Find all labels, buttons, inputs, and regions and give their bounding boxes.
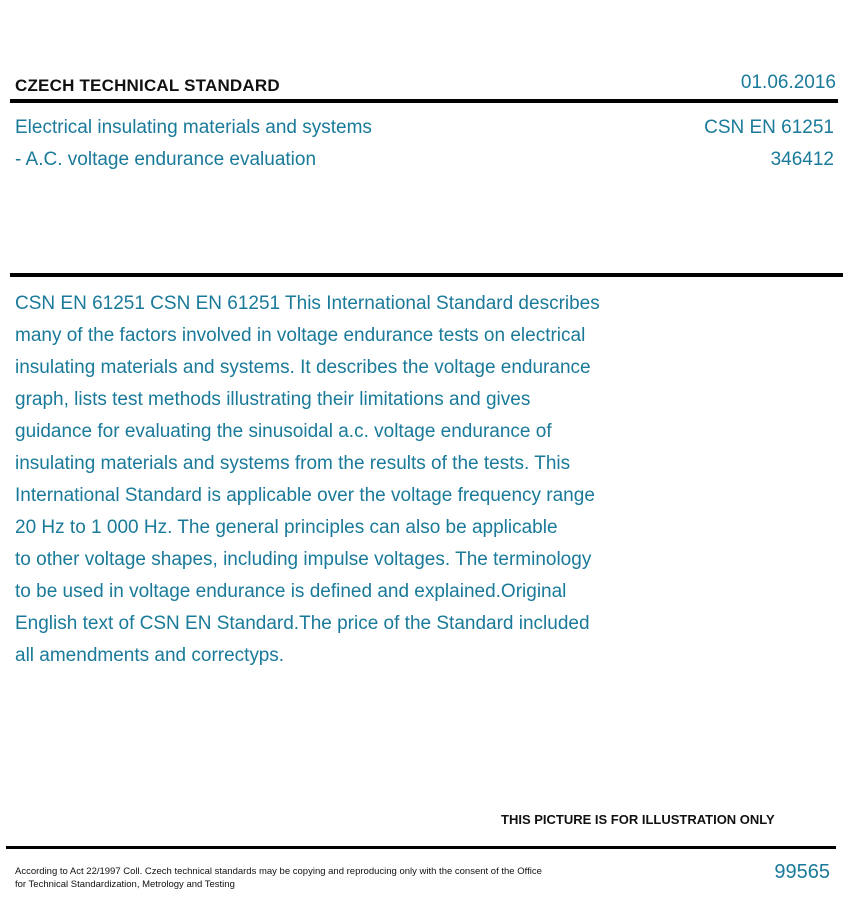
- standard-type-label: CZECH TECHNICAL STANDARD: [15, 76, 280, 95]
- standard-code: CSN EN 61251: [704, 117, 834, 138]
- footer-product-code: 99565: [774, 861, 830, 883]
- illustration-disclaimer: THIS PICTURE IS FOR ILLUSTRATION ONLY: [501, 812, 775, 827]
- copyright-note: [15, 865, 595, 891]
- publication-date: 01.06.2016: [740, 72, 836, 93]
- header-divider: [10, 99, 838, 103]
- section-divider: [10, 273, 843, 277]
- document-title-line-1: Electrical insulating materials and systems: [15, 117, 372, 138]
- footer-divider: [6, 846, 836, 849]
- copyright-note-line-1: According to Act 22/1997 Coll. Czech technical standards may be copying and reproducing only with the consent of the Office: [15, 866, 542, 877]
- document-abstract: CSN EN 61251 CSN EN 61251 This International Standard describes many of the factors involved in voltage endurance tests on electrical insulating materials and systems. It describes the voltage endurance graph, lists test methods illustrating their limitations and gives guidance for evaluating the sinusoidal a.c. voltage endurance of insulating materials and systems from the results of the tests. This International Standard is applicable over the voltage frequency range 20 Hz to 1 000 Hz. The general principles can also be applicable to other voltage shapes, including impulse voltages. The terminology to be used in voltage endurance is defined and explained.Original English text of CSN EN Standard.The price of the Standard included all amendments and correctурs.: [15, 293, 600, 666]
- copyright-note-line-2: for Technical Standardization, Metrology and Testing: [15, 879, 235, 890]
- document-title-line-2: - A.C. voltage endurance evaluation: [15, 149, 317, 170]
- catalog-number: 346412: [770, 149, 834, 170]
